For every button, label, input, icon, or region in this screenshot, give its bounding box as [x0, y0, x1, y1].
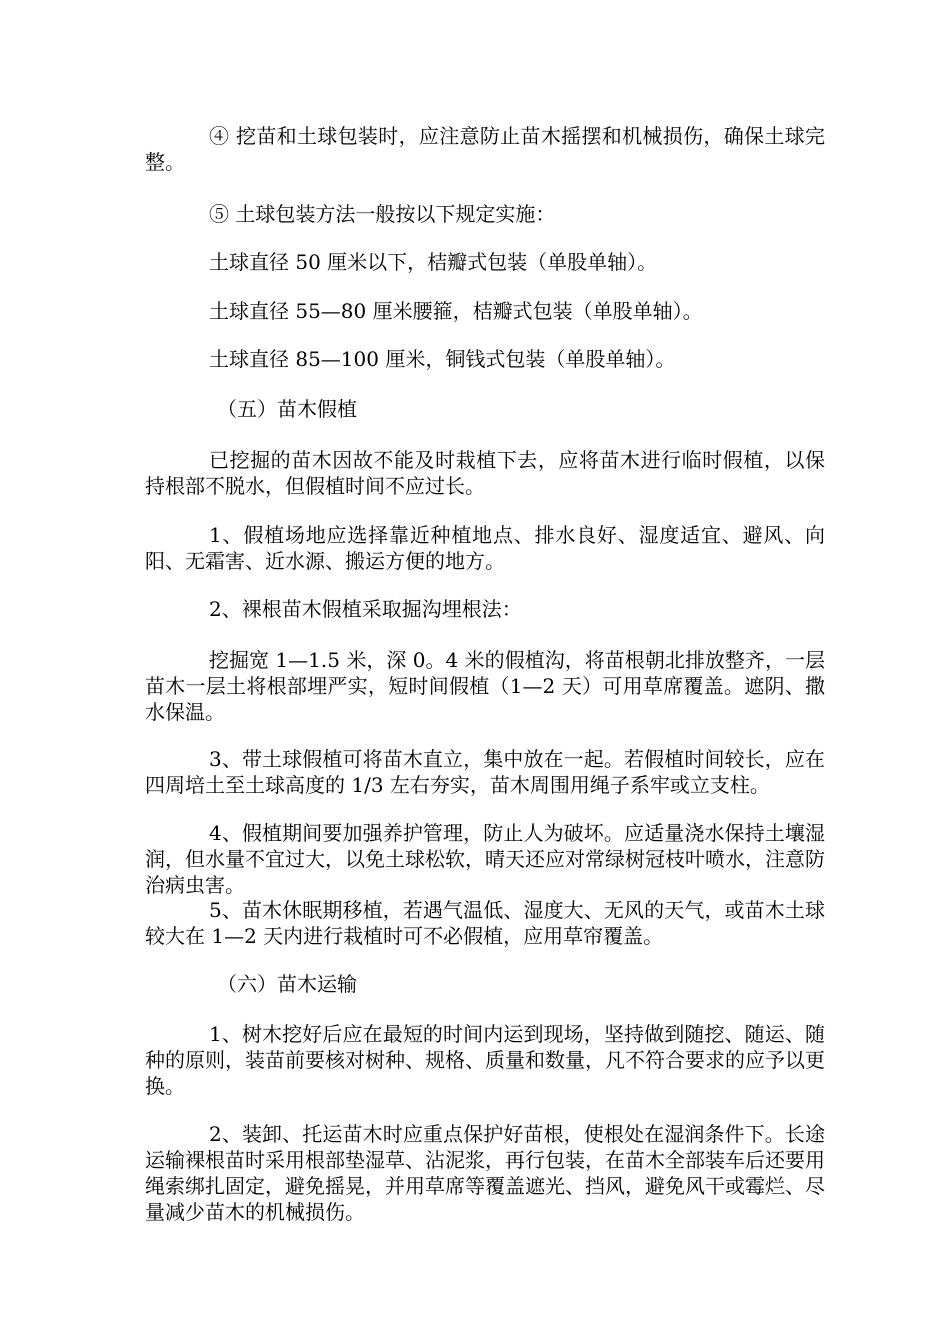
paragraph-soil-ball-50: 土球直径 50 厘米以下，桔瓣式包装（单股单轴）。 — [209, 250, 658, 274]
paragraph-temporary-planting-4: 4、假植期间要加强养护管理，防止人为破坏。应适量浇水保持土壤湿润，但水量不宜过大，以免土球松软，晴天还应对常绿树冠枝叶喷水，注意防治病虫害。 — [145, 821, 825, 897]
paragraph-soil-ball-85-100: 土球直径 85—100 厘米，铜钱式包装（单股单轴）。 — [209, 347, 676, 371]
paragraph-transport-1: 1、树木挖好后应在最短的时间内运到现场，坚持做到随挖、随运、随种的原则，装苗前要核对树种、规格、质量和数量，凡不符合要求的应予以更换。 — [145, 1022, 825, 1098]
paragraph-item-5: ⑤ 土球包装方法一般按以下规定实施： — [209, 202, 556, 226]
section-heading-temporary-planting: （五）苗木假植 — [217, 397, 357, 421]
paragraph-temporary-planting-intro: 已挖掘的苗木因故不能及时栽植下去，应将苗木进行临时假植，以保持根部不脱水，但假植时间不应过长。 — [145, 448, 825, 498]
paragraph-transport-2: 2、装卸、托运苗木时应重点保护好苗根，使根处在湿润条件下。长途运输裸根苗时采用根部垫湿草、沾泥浆，再行包装，在苗木全部装车后还要用绳索绑扎固定，避免摇晃，并用草席等覆盖遮光、挡风，避免风干或霉烂、尽量减少苗木的机械损伤。 — [145, 1122, 825, 1224]
paragraph-temporary-planting-1: 1、假植场地应选择靠近种植地点、排水良好、湿度适宜、避风、向阳、无霜害、近水源、搬运方便的地方。 — [145, 523, 825, 573]
paragraph-temporary-planting-5: 5、苗木休眠期移植，若遇气温低、湿度大、无风的天气，或苗木土球较大在 1—2 天内进行栽植时可不必假植，应用草帘覆盖。 — [145, 898, 825, 948]
section-heading-transport: （六）苗木运输 — [217, 972, 357, 996]
paragraph-temporary-planting-3: 3、带土球假植可将苗木直立，集中放在一起。若假植时间较长，应在四周培土至土球高度的 1/3 左右夯实，苗木周围用绳子系牢或立支柱。 — [145, 747, 825, 797]
paragraph-soil-ball-55-80: 土球直径 55—80 厘米腰箍，桔瓣式包装（单股单轴）。 — [209, 299, 703, 323]
paragraph-trench-method: 挖掘宽 1—1.5 米，深 0。4 米的假植沟，将苗根朝北排放整齐，一层苗木一层土将根部埋严实，短时间假植（1—2 天）可用草席覆盖。遮阴、撒水保温。 — [145, 648, 825, 724]
paragraph-temporary-planting-2: 2、裸根苗木假植采取掘沟埋根法： — [209, 597, 522, 621]
paragraph-item-4: ④ 挖苗和土球包装时，应注意防止苗木摇摆和机械损伤，确保土球完整。 — [145, 124, 825, 174]
